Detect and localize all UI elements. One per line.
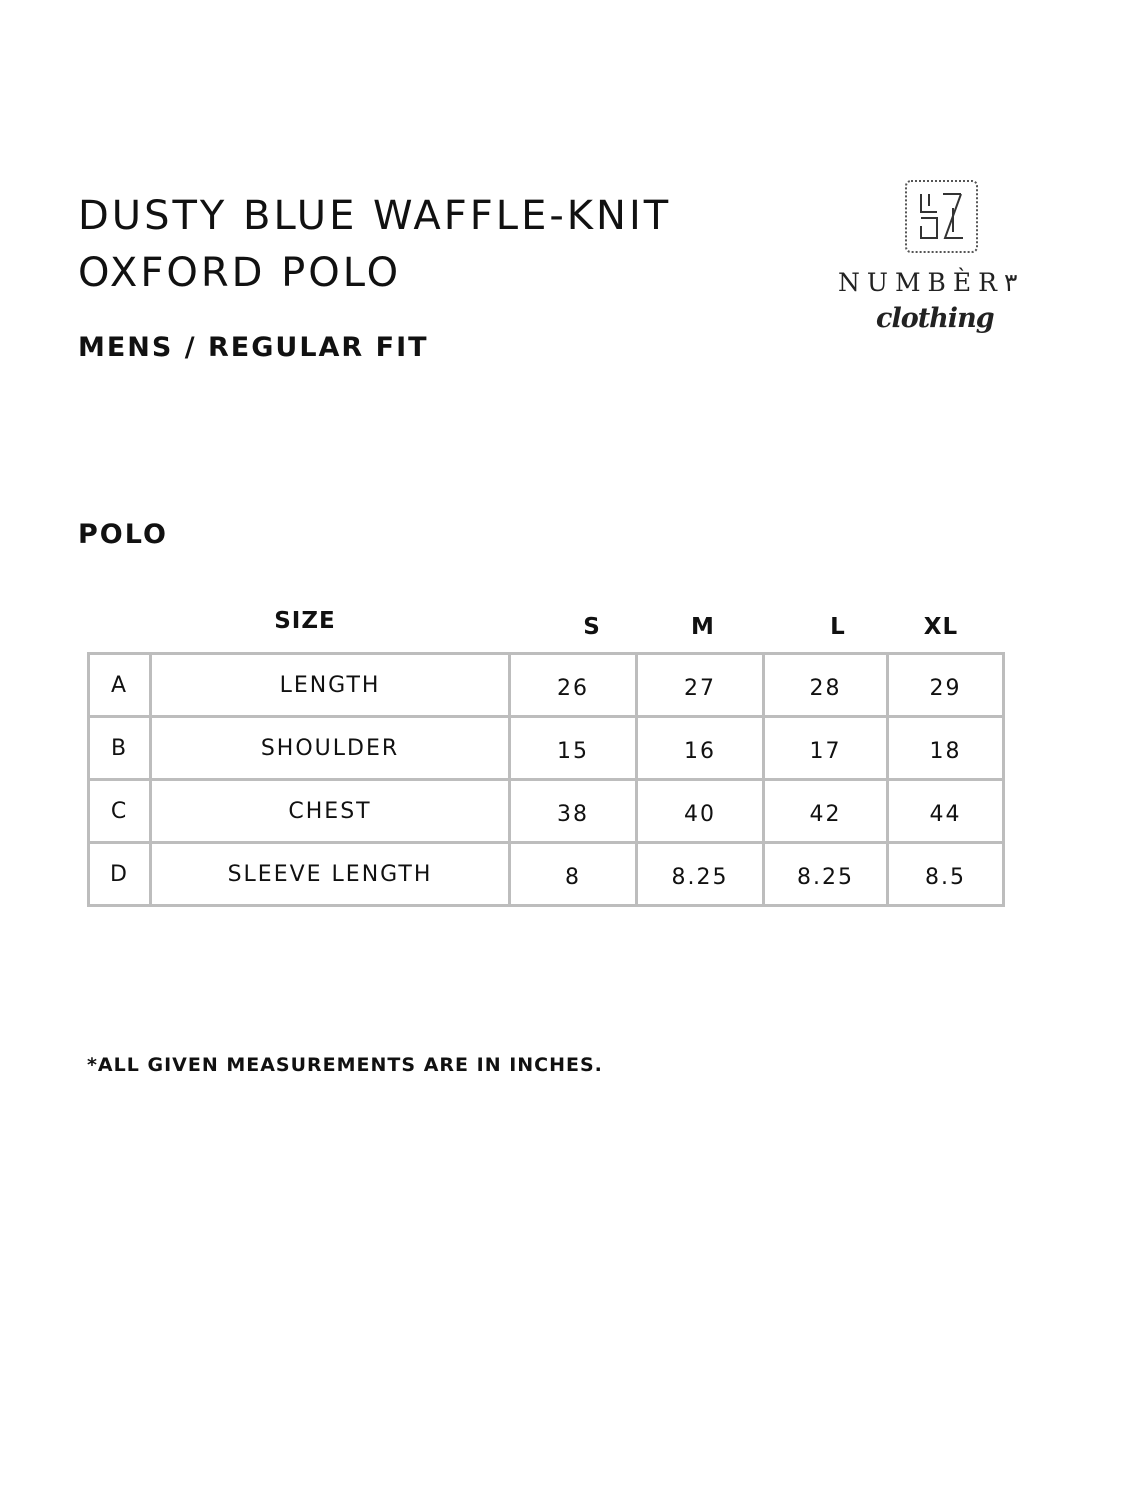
table-row [89,843,1004,906]
cell-xl: 29 [888,654,1004,717]
cell-xl: 8.5 [888,843,1004,906]
brand-monogram-icon [905,180,978,253]
cell-m: 8.25 [637,843,764,906]
cell-m: 40 [637,780,764,843]
product-title: DUSTY BLUE WAFFLE-KNIT OXFORD POLO [78,193,672,296]
cell-xl: 44 [888,780,1004,843]
row-code: A [89,654,151,717]
cell-l: 8.25 [764,843,888,906]
section-title: POLO [78,519,168,550]
row-code: B [89,717,151,780]
cell-l: 28 [764,654,888,717]
cell-m: 27 [637,654,764,717]
size-column-header: SIZE [274,608,336,634]
row-label: LENGTH [151,654,510,717]
size-header-s: S [583,614,601,640]
size-header-xl: XL [923,614,959,640]
size-header-m: M [691,614,715,640]
cell-s: 8 [510,843,637,906]
brand-logo [830,176,1060,346]
row-label: CHEST [151,780,510,843]
row-code: C [89,780,151,843]
cell-l: 42 [764,780,888,843]
row-code: D [89,843,151,906]
measurement-footnote: *ALL GIVEN MEASUREMENTS ARE IN INCHES. [87,1054,603,1076]
table-row [89,717,1004,780]
size-header-l: L [830,614,846,640]
brand-wordmark: NUMBÈR٣ [838,268,1018,297]
cell-l: 17 [764,717,888,780]
cell-m: 16 [637,717,764,780]
row-label: SLEEVE LENGTH [151,843,510,906]
cell-s: 15 [510,717,637,780]
brand-subtext: clothing [876,303,994,334]
size-chart-table [87,652,1005,907]
cell-xl: 18 [888,717,1004,780]
fit-subtitle: MENS / REGULAR FIT [78,332,429,363]
cell-s: 38 [510,780,637,843]
table-row [89,654,1004,717]
table-row [89,780,1004,843]
row-label: SHOULDER [151,717,510,780]
cell-s: 26 [510,654,637,717]
